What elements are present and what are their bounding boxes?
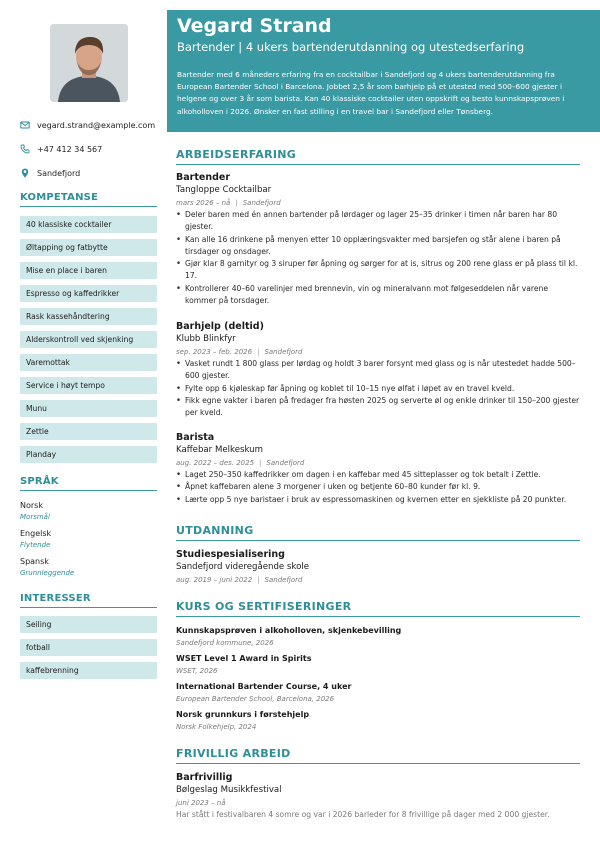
skill-chip: Øltapping og fatbytte	[20, 239, 157, 256]
language-level: Morsmål	[20, 513, 50, 521]
separator: |	[257, 576, 260, 584]
education-degree: Studiespesialisering	[176, 549, 285, 560]
job-place: Sandefjord	[266, 459, 305, 467]
bullet-item: • Lærte opp 5 nye baristaer i bruk av espressomaskinen og kvernen etter en sjekkliste på 20 punkter.	[176, 494, 580, 506]
profile-summary: Bartender med 6 måneders erfaring fra en cocktailbar i Sandefjord og 4 ukers bartenderutdanning fra European Bartender School i Barcelona. Jobbet 2,5 år som barhjelp på et utested med 500–600 gjester i helgene og over 3 år som barista. Kan 40 klassiske cocktailer uten oppskrift og besto kunnskapsprøven i alkoholloven i 2026. Ønsker en fast stilling i en travel bar i Sandefjord eller Tønsberg.	[177, 70, 565, 116]
interest-chip: kaffebrenning	[20, 662, 157, 679]
education-meta	[176, 576, 302, 584]
experience-heading: ARBEIDSERFARING	[176, 148, 580, 165]
job-bullets	[176, 469, 580, 506]
location-text: Sandefjord	[37, 168, 81, 178]
education-place: Sandefjord	[264, 576, 303, 584]
job-dates: aug. 2022 – des. 2025	[176, 459, 255, 467]
language-level: Grunnleggende	[20, 569, 75, 577]
bullet-item: • Fylte opp 6 kjøleskap før åpning og koblet til 10–15 nye ølfat i løpet av en travel kveld.	[176, 383, 580, 395]
languages-heading: SPRÅK	[20, 476, 157, 491]
skill-chip: Rask kassehåndtering	[20, 308, 157, 325]
bullet-item: • Vasket rundt 1 800 glass per lørdag og holdt 3 barer forsynt med glass og is når utestedet hadde 500–600 gjester.	[176, 358, 580, 383]
job-role: Bartender	[176, 172, 231, 183]
course-name: Norsk grunnkurs i førstehjelp	[176, 710, 310, 719]
separator: |	[235, 199, 238, 207]
contact-location	[20, 168, 166, 178]
skill-chip: Espresso og kaffedrikker	[20, 285, 157, 302]
job-role: Barista	[176, 432, 215, 443]
job-org: Tangloppe Cocktailbar	[176, 185, 272, 195]
job-role: Barhjelp (deltid)	[176, 321, 264, 332]
location-pin-icon	[20, 168, 30, 178]
language-name: Norsk	[20, 501, 43, 510]
volunteer-text: Har stått i festivalbaren 4 somre og var i 2026 barleder for 8 frivillige på dager med 2 000 gjester.	[176, 810, 550, 819]
skill-chip: Alderskontroll ved skjenking	[20, 331, 157, 348]
email-text: vegard.strand@example.com	[37, 120, 156, 130]
course-name: WSET Level 1 Award in Spirits	[176, 654, 312, 663]
job-bullets	[176, 209, 580, 307]
volunteer-role: Barfrivillig	[176, 772, 233, 783]
skills-heading: KOMPETANSE	[20, 192, 157, 207]
language-name: Engelsk	[20, 529, 52, 538]
education-heading: UTDANNING	[176, 524, 580, 541]
bullet-item: • Kontrollerer 40–60 varelinjer med brennevin, vin og mineralvann mot følgeseddelen når varene kommer på torsdager.	[176, 283, 580, 308]
bullet-item: • Deler baren med én annen bartender på lørdager og lager 25–35 drinker i timen når baren har 80 gjester.	[176, 209, 580, 234]
bullet-item: • Kan alle 16 drinkene på menyen etter 10 opplæringsvakter med barsjefen og står alene i baren på tirsdager og onsdager.	[176, 234, 580, 259]
skill-chip: Mise en place i baren	[20, 262, 157, 279]
skill-chip: 40 klassiske cocktailer	[20, 216, 157, 233]
job-dates: mars 2026 – nå	[176, 199, 231, 207]
bullet-item: • Laget 250–350 kaffedrikker om dagen i en kaffebar med 45 sitteplasser og tok betalt i Zettle.	[176, 469, 580, 481]
volunteer-heading: FRIVILLIG ARBEID	[176, 747, 580, 764]
interests-heading: INTERESSER	[20, 593, 157, 608]
phone-icon	[20, 144, 30, 154]
skill-chip: Varemottak	[20, 354, 157, 371]
job-dates: sep. 2023 – feb. 2026	[176, 348, 253, 356]
job-meta	[176, 459, 304, 467]
volunteer-org: Bølgeslag Musikkfestival	[176, 785, 282, 795]
job-org: Kaffebar Melkeskum	[176, 445, 263, 455]
phone-text: +47 412 34 567	[37, 144, 103, 154]
candidate-title: Bartender | 4 ukers bartenderutdanning og utestedserfaring	[177, 40, 525, 54]
header-banner	[167, 10, 600, 132]
job-place: Sandefjord	[242, 199, 281, 207]
skill-chip: Service i høyt tempo	[20, 377, 157, 394]
contact-phone[interactable]	[20, 144, 166, 154]
separator: |	[259, 459, 262, 467]
education-school: Sandefjord videregående skole	[176, 562, 310, 572]
course-name: Kunnskapsprøven i alkoholloven, skjenkebevilling	[176, 626, 402, 635]
candidate-name: Vegard Strand	[177, 15, 332, 37]
course-meta: Sandefjord kommune, 2026	[176, 639, 274, 647]
volunteer-dates: juni 2023 – nå	[176, 799, 226, 807]
bullet-item: • Fikk egne vakter i baren på fredager fra høsten 2025 og serverte øl og enkle drinker til 150–200 gjester per kveld.	[176, 395, 580, 420]
job-org: Klubb Blinkfyr	[176, 334, 236, 344]
job-meta	[176, 199, 281, 207]
mail-icon	[20, 120, 30, 130]
sidebar	[0, 0, 167, 849]
course-meta: European Bartender School, Barcelona, 2026	[176, 695, 335, 703]
skill-chip: Munu	[20, 400, 157, 417]
bullet-item: • Åpnet kaffebaren alene 3 morgener i uken og betjente 60–80 kunder før kl. 9.	[176, 481, 580, 493]
education-dates: aug. 2019 – juni 2022	[176, 576, 253, 584]
separator: |	[257, 348, 260, 356]
interest-chip: Seiling	[20, 616, 157, 633]
job-meta	[176, 348, 302, 356]
course-name: International Bartender Course, 4 uker	[176, 682, 352, 691]
contact-email[interactable]	[20, 120, 166, 130]
job-bullets	[176, 358, 580, 419]
bullet-item: • Gjør klar 8 garnityr og 3 siruper før åpning og sørger for at is, sitrus og 200 rene glass er på plass til kl. 17.	[176, 258, 580, 283]
courses-heading: KURS OG SERTIFISERINGER	[176, 600, 580, 617]
language-name: Spansk	[20, 557, 49, 566]
skill-chip: Planday	[20, 446, 157, 463]
course-meta: Norsk Folkehjelp, 2024	[176, 723, 257, 731]
skill-chip: Zettle	[20, 423, 157, 440]
profile-photo	[50, 24, 128, 102]
interest-chip: fotball	[20, 639, 157, 656]
job-place: Sandefjord	[264, 348, 303, 356]
course-meta: WSET, 2026	[176, 667, 218, 675]
language-level: Flytende	[20, 541, 51, 549]
